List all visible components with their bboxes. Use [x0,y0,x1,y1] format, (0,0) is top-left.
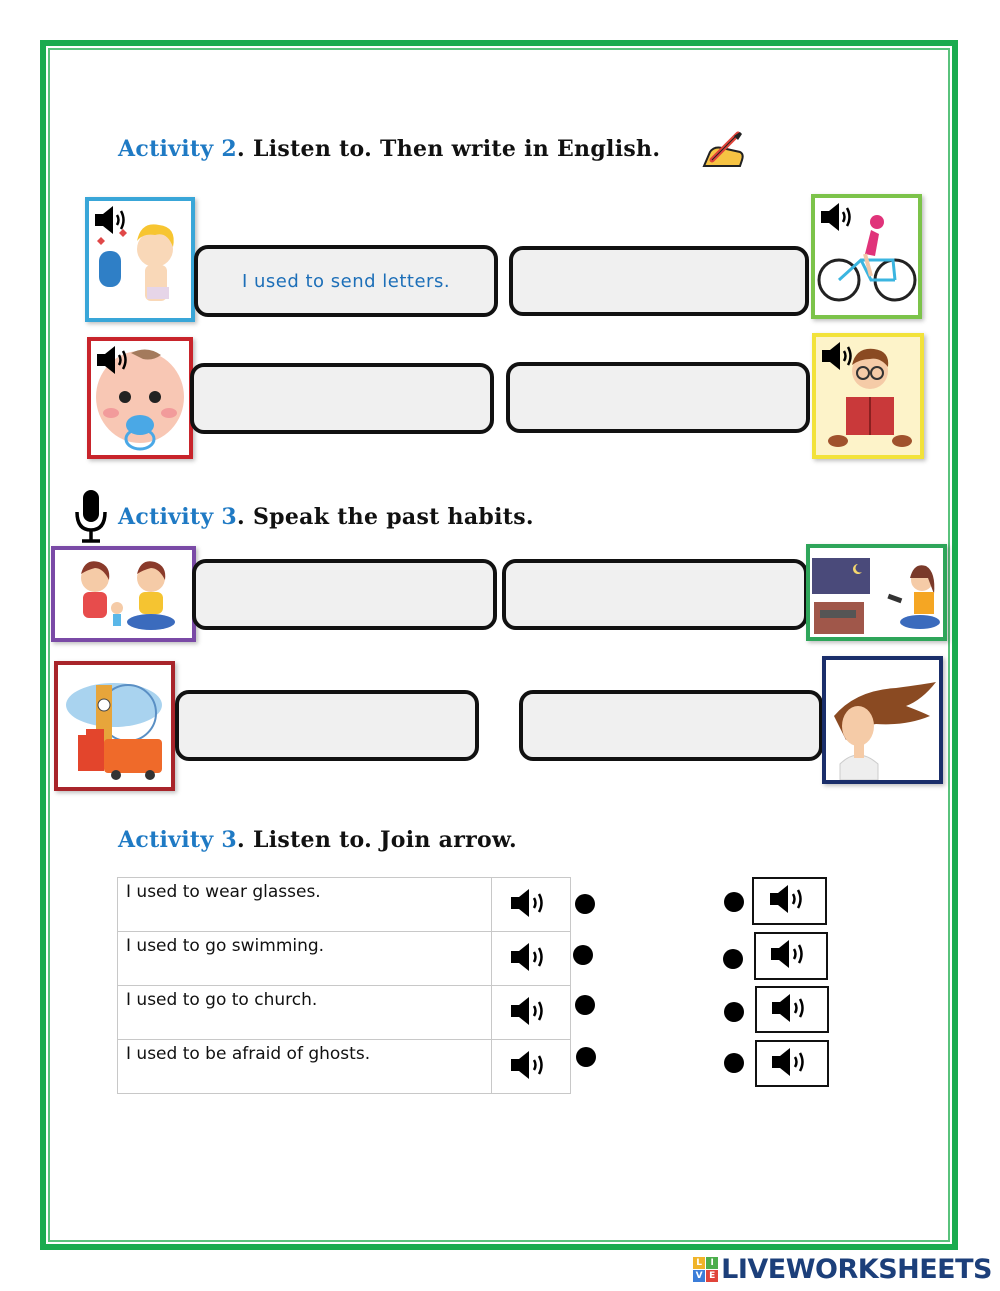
activity2-heading [118,136,660,162]
speaker-icon[interactable] [93,205,133,235]
join-dot-left-2[interactable] [573,945,593,965]
logo-letter: E [706,1270,718,1282]
picture-girls-playing-dolls[interactable] [51,546,196,642]
speaker-icon[interactable] [95,345,135,375]
answer-input-4[interactable] [506,362,810,433]
activity3-join-instruction: . Listen to. Join arrow. [237,827,517,853]
live-logo-grid [693,1257,718,1282]
audio-target-2[interactable] [754,932,828,980]
audio-cell [492,986,571,1040]
join-dot-right-3[interactable] [724,1002,744,1022]
speaker-icon[interactable] [768,883,812,919]
speaker-icon[interactable] [770,1046,814,1082]
sentence-table [117,877,571,1094]
activity3-join-heading [118,827,517,853]
picture-boy-reading[interactable] [812,333,924,459]
answer-input-1[interactable] [194,245,498,317]
pencil-writing-icon [700,130,748,174]
logo-letter: L [693,1257,705,1269]
speak-answer-input-1[interactable] [192,559,497,630]
answer-input-3[interactable] [190,363,494,434]
audio-target-1[interactable] [752,877,827,925]
speaker-icon[interactable] [509,958,553,977]
logo-letter: V [693,1270,705,1282]
activity3-speak-instruction: . Speak the past habits. [237,504,534,530]
speaker-icon[interactable] [770,992,814,1028]
microphone-icon [74,490,108,548]
picture-girl-watching-tv[interactable] [806,544,947,641]
picture-london-landmarks[interactable] [54,661,175,791]
logo-letter: I [706,1257,718,1269]
picture-baby-pacifier[interactable] [87,337,193,459]
sentence-cell: I used to go swimming. [118,932,492,986]
join-dot-right-1[interactable] [724,892,744,912]
audio-target-3[interactable] [755,986,829,1033]
table-row [118,1040,571,1094]
sentence-cell: I used to go to church. [118,986,492,1040]
audio-cell [492,932,571,986]
speaker-icon[interactable] [819,202,859,232]
brand-name: LIVEWORKSHEETS [721,1254,992,1285]
liveworksheets-logo [693,1254,992,1285]
picture-girl-cycling[interactable] [811,194,922,319]
speak-answer-input-4[interactable] [519,690,823,761]
audio-target-4[interactable] [755,1040,829,1087]
activity3-speak-heading [118,504,534,530]
answer-input-2[interactable] [509,246,809,316]
join-dot-right-2[interactable] [723,949,743,969]
picture-cupid-mailbox[interactable] [85,197,195,322]
activity3-join-label: Activity 3 [118,827,238,853]
join-dot-right-4[interactable] [724,1053,744,1073]
table-row [118,878,571,932]
speaker-icon[interactable] [820,341,860,371]
picture-long-hair-woman[interactable] [822,656,943,784]
sentence-cell: I used to be afraid of ghosts. [118,1040,492,1094]
speak-answer-input-3[interactable] [175,690,479,761]
speak-answer-input-2[interactable] [502,559,808,630]
speaker-icon[interactable] [509,1012,553,1031]
speaker-icon[interactable] [509,1066,553,1085]
table-row [118,986,571,1040]
answer-text-1: I used to send letters. [241,270,451,292]
sentence-cell: I used to wear glasses. [118,878,492,932]
speaker-icon[interactable] [509,904,553,923]
activity2-label: Activity 2 [118,136,238,162]
audio-cell [492,878,571,932]
join-dot-left-4[interactable] [576,1047,596,1067]
activity3-speak-label: Activity 3 [118,504,238,530]
speaker-icon[interactable] [769,938,813,974]
table-row [118,932,571,986]
join-dot-left-3[interactable] [575,995,595,1015]
audio-cell [492,1040,571,1094]
activity2-instruction: . Listen to. Then write in English. [237,136,661,162]
join-dot-left-1[interactable] [575,894,595,914]
